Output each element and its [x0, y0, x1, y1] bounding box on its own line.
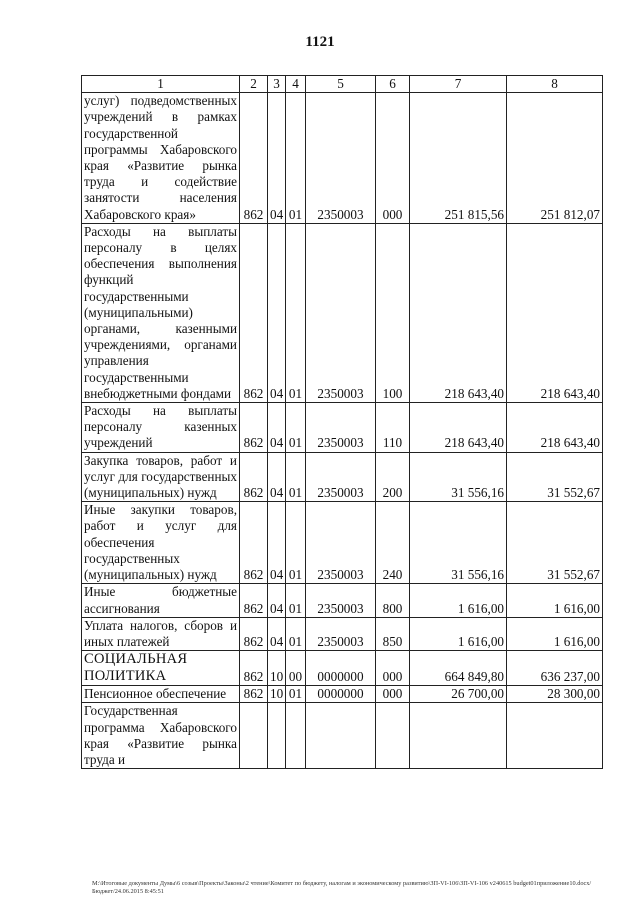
subsection-code: 00 — [286, 651, 306, 686]
amount-col7: 664 849,80 — [410, 651, 507, 686]
expense-type-code: 000 — [376, 686, 410, 703]
amount-col8: 1 616,00 — [507, 584, 603, 617]
row-description: Иные закупки товаров, работ и услуг для обеспечения государственных (муниципальных) нужд — [82, 502, 240, 584]
section-code — [268, 703, 286, 769]
ministry-code: 862 — [240, 584, 268, 617]
target-article-code: 2350003 — [306, 452, 376, 502]
subsection-code: 01 — [286, 686, 306, 703]
row-description: Иные бюджетные ассигнования — [82, 584, 240, 617]
amount-col8: 636 237,00 — [507, 651, 603, 686]
amount-col8: 251 812,07 — [507, 93, 603, 224]
ministry-code: 862 — [240, 93, 268, 224]
expense-type-code: 000 — [376, 93, 410, 224]
ministry-code: 862 — [240, 651, 268, 686]
table-row — [82, 584, 603, 617]
expense-type-code: 110 — [376, 403, 410, 453]
ministry-code: 862 — [240, 223, 268, 402]
target-article-code: 2350003 — [306, 403, 376, 453]
row-description: Уплата налогов, сборов и иных платежей — [82, 617, 240, 650]
subsection-code — [286, 703, 306, 769]
amount-col8: 218 643,40 — [507, 403, 603, 453]
ministry-code: 862 — [240, 686, 268, 703]
target-article-code: 2350003 — [306, 617, 376, 650]
subsection-code: 01 — [286, 93, 306, 224]
row-description: Расходы на выплаты персоналу казенных учреждений — [82, 403, 240, 453]
section-code: 04 — [268, 502, 286, 584]
header-cell: 5 — [306, 76, 376, 93]
budget-table — [81, 75, 603, 769]
target-article-code: 2350003 — [306, 223, 376, 402]
table-row — [82, 502, 603, 584]
expense-type-code — [376, 703, 410, 769]
amount-col8: 218 643,40 — [507, 223, 603, 402]
subsection-code: 01 — [286, 223, 306, 402]
target-article-code: 0000000 — [306, 686, 376, 703]
row-description: Расходы на выплаты персоналу в целях обеспечения выполнения функций государственными (муниципальными) органами, казенными учреждениями, органами управления государственными внебюджетными фондами — [82, 223, 240, 402]
row-description: Государственная программа Хабаровского края «Развитие рынка труда и — [82, 703, 240, 769]
section-code: 10 — [268, 651, 286, 686]
subsection-code: 01 — [286, 403, 306, 453]
ministry-code: 862 — [240, 452, 268, 502]
amount-col7: 218 643,40 — [410, 223, 507, 402]
subsection-code: 01 — [286, 502, 306, 584]
amount-col8: 31 552,67 — [507, 452, 603, 502]
row-description: услуг) подведомственных учреждений в рамках государственной программы Хабаровского края «Развитие рынка труда и содействие занятости населения Хабаровского края» — [82, 93, 240, 224]
subsection-code: 01 — [286, 584, 306, 617]
amount-col8: 31 552,67 — [507, 502, 603, 584]
amount-col8: 28 300,00 — [507, 686, 603, 703]
table-row — [82, 703, 603, 769]
row-description: Пенсионное обеспечение — [82, 686, 240, 703]
section-code: 04 — [268, 584, 286, 617]
amount-col7: 218 643,40 — [410, 403, 507, 453]
table-row — [82, 686, 603, 703]
file-path-footer: M:\Итоговые документы Думы\6 созыв\Проекты\Законы\2 чтение\Комитет по бюджету, налогам и экономическому развитию\ЗП-VI-106\ЗП-VI-106 v240615 budget01приложение10.docx/Бюджет/24.06.2015 8:45:51 — [92, 880, 592, 895]
table-row — [82, 651, 603, 686]
header-cell: 8 — [507, 76, 603, 93]
ministry-code: 862 — [240, 403, 268, 453]
ministry-code — [240, 703, 268, 769]
section-code: 04 — [268, 93, 286, 224]
expense-type-code: 200 — [376, 452, 410, 502]
amount-col7: 31 556,16 — [410, 502, 507, 584]
table-row — [82, 93, 603, 224]
amount-col7: 1 616,00 — [410, 617, 507, 650]
target-article-code: 2350003 — [306, 502, 376, 584]
amount-col8: 1 616,00 — [507, 617, 603, 650]
table-row — [82, 452, 603, 502]
amount-col8 — [507, 703, 603, 769]
row-description: СОЦИАЛЬНАЯ ПОЛИТИКА — [82, 651, 240, 686]
header-row — [82, 76, 603, 93]
ministry-code: 862 — [240, 617, 268, 650]
section-code: 04 — [268, 617, 286, 650]
header-cell: 4 — [286, 76, 306, 93]
expense-type-code: 000 — [376, 651, 410, 686]
expense-type-code: 800 — [376, 584, 410, 617]
subsection-code: 01 — [286, 617, 306, 650]
table-row — [82, 223, 603, 402]
expense-type-code: 850 — [376, 617, 410, 650]
expense-type-code: 240 — [376, 502, 410, 584]
target-article-code — [306, 703, 376, 769]
section-code: 04 — [268, 223, 286, 402]
header-cell: 7 — [410, 76, 507, 93]
target-article-code: 0000000 — [306, 651, 376, 686]
table-row — [82, 617, 603, 650]
amount-col7: 251 815,56 — [410, 93, 507, 224]
amount-col7 — [410, 703, 507, 769]
expense-type-code: 100 — [376, 223, 410, 402]
page-number: 1121 — [305, 34, 335, 50]
amount-col7: 26 700,00 — [410, 686, 507, 703]
target-article-code: 2350003 — [306, 93, 376, 224]
section-code: 10 — [268, 686, 286, 703]
ministry-code: 862 — [240, 502, 268, 584]
header-cell: 6 — [376, 76, 410, 93]
header-cell: 3 — [268, 76, 286, 93]
target-article-code: 2350003 — [306, 584, 376, 617]
row-description: Закупка товаров, работ и услуг для государственных (муниципальных) нужд — [82, 452, 240, 502]
subsection-code: 01 — [286, 452, 306, 502]
section-code: 04 — [268, 452, 286, 502]
header-cell: 1 — [82, 76, 240, 93]
section-code: 04 — [268, 403, 286, 453]
header-cell: 2 — [240, 76, 268, 93]
amount-col7: 1 616,00 — [410, 584, 507, 617]
amount-col7: 31 556,16 — [410, 452, 507, 502]
table-row — [82, 403, 603, 453]
